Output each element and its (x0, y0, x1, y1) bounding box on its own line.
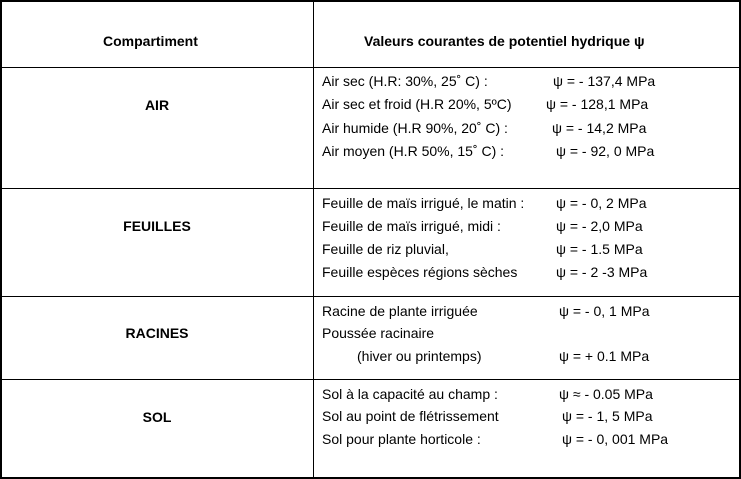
line-value: ψ = - 2,0 MPa (556, 218, 643, 234)
line-value: ψ = - 128,1 MPa (546, 96, 649, 112)
line-value: ψ = - 92, 0 MPa (556, 143, 655, 159)
row-divider (0, 188, 741, 189)
line-description: Air sec (H.R: 30%, 25˚ C) : (322, 73, 488, 89)
row-divider (0, 67, 741, 68)
header-valeurs: Valeurs courantes de potentiel hydrique ψ (364, 33, 645, 49)
row-divider (0, 296, 741, 297)
line-value: ψ = - 0, 001 MPa (562, 431, 669, 447)
compartment-feuilles: FEUILLES (123, 218, 191, 234)
table-border-top (0, 0, 741, 2)
line-value: ψ = - 0, 1 MPa (559, 303, 650, 319)
compartment-racines: RACINES (125, 325, 189, 341)
line-value: ψ = - 14,2 MPa (552, 120, 647, 136)
line-value: ψ = + 0.1 MPa (559, 348, 650, 364)
line-value: ψ = - 137,4 MPa (553, 73, 656, 89)
header-compartiment: Compartiment (103, 33, 198, 49)
line-description: Racine de plante irriguée (322, 303, 478, 319)
line-value: ψ = - 2 -3 MPa (556, 264, 648, 280)
line-value: ψ = - 0, 2 MPa (556, 195, 647, 211)
line-description: (hiver ou printemps) (357, 348, 482, 364)
compartment-sol: SOL (142, 409, 172, 425)
line-description: Air moyen (H.R 50%, 15˚ C) : (322, 143, 505, 159)
row-divider (0, 379, 741, 380)
line-description: Air humide (H.R 90%, 20˚ C) : (322, 120, 508, 136)
line-description: Feuille de riz pluvial, (322, 241, 449, 257)
column-divider (313, 0, 314, 479)
line-description: Sol au point de flétrissement (322, 408, 499, 424)
table-border-left (0, 0, 2, 479)
line-description: Sol pour plante horticole : (322, 431, 481, 447)
line-description: Feuille de maïs irrigué, midi : (322, 218, 501, 234)
line-value: ψ = - 1.5 MPa (556, 241, 643, 257)
line-description: Feuille de maïs irrigué, le matin : (322, 195, 525, 211)
line-description: Feuille espèces régions sèches (322, 264, 518, 280)
line-value: ψ ≈ - 0.05 MPa (559, 386, 653, 402)
line-description: Air sec et froid (H.R 20%, 5ºC) (322, 96, 512, 112)
compartment-air: AIR (144, 97, 170, 113)
line-description: Poussée racinaire (322, 325, 435, 341)
line-description: Sol à la capacité au champ : (322, 386, 498, 402)
line-value: ψ = - 1, 5 MPa (562, 408, 653, 424)
